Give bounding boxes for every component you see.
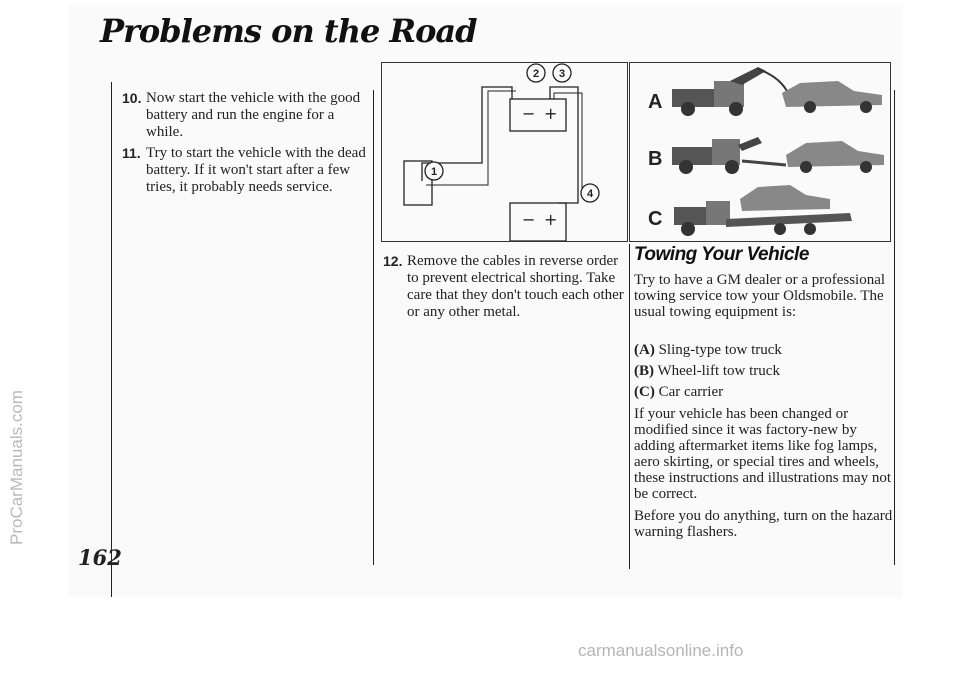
equipment-label: (A): [634, 342, 655, 358]
step-text: Try to start the vehicle with the dead battery. If it won't start after a few tries, it probably needs service.: [146, 145, 366, 195]
equipment-item-b: [634, 363, 780, 380]
step-10: [122, 90, 368, 141]
callout-2-label: 2: [532, 68, 540, 80]
step-number: 12.: [383, 253, 403, 269]
jumper-cable-diagram-svg: [382, 63, 627, 241]
callout-3: [553, 64, 571, 82]
towing-modification-text: If your vehicle has been changed or modified since it was factory-new by adding aftermarket items like fog lamps, aero skirting, or special tires and wheels, these instructions and illustrations may not be correct.: [634, 406, 892, 502]
dead-battery: [510, 203, 566, 241]
callout-4: [581, 184, 599, 202]
page-header: Problems on the Road: [100, 12, 477, 50]
column-divider-left: [373, 90, 374, 565]
dead-battery-positive-symbol: +: [544, 210, 558, 229]
column-divider-right: [629, 244, 630, 569]
step-text: Remove the cables in reverse order to prevent electrical shorting. Take care that they don't touch each other or any other metal.: [407, 253, 624, 320]
step-11: [122, 145, 368, 196]
callout-3-label: 3: [558, 68, 566, 80]
towing-illustration-svg: [630, 63, 890, 241]
towing-hazard-text: Before you do anything, turn on the hazard warning flashers.: [634, 508, 893, 540]
sling-tow-truck-illustration: [672, 67, 882, 116]
battery-jumper-diagram: [381, 62, 628, 242]
step-12: [383, 253, 625, 321]
equipment-text: Wheel-lift tow truck: [657, 363, 780, 379]
side-watermark: ProCarManuals.com: [7, 390, 26, 545]
page-number: 162: [78, 545, 122, 570]
wheel-lift-tow-truck-illustration: [672, 137, 884, 174]
towing-modification-note: [634, 406, 896, 508]
footer-watermark: carmanualsonline.info: [578, 641, 744, 660]
figure-label-b: B: [648, 148, 663, 170]
callout-1-label: 1: [430, 166, 438, 178]
left-margin-rule: [111, 82, 112, 597]
callout-2: [527, 64, 545, 82]
figure-label-c: C: [648, 208, 663, 230]
equipment-label: (C): [634, 384, 655, 400]
equipment-text: Car carrier: [658, 384, 724, 400]
towing-equipment-figure: [629, 62, 891, 242]
callout-1: [425, 162, 443, 180]
car-carrier-illustration: [674, 185, 852, 236]
towing-intro: [634, 272, 896, 326]
figure-label-a: A: [648, 91, 663, 113]
equipment-item-c: [634, 384, 723, 401]
equipment-item-a: [634, 342, 782, 359]
equipment-text: Sling-type tow truck: [658, 342, 782, 358]
step-number: 10.: [122, 90, 142, 106]
good-battery-positive-symbol: +: [544, 104, 558, 123]
step-text: Now start the vehicle with the good battery and run the engine for a while.: [146, 90, 361, 140]
callout-4-label: 4: [586, 188, 594, 200]
towing-hazard-note: [634, 508, 896, 546]
towing-intro-text: Try to have a GM dealer or a professional towing service tow your Oldsmobile. The usual towing equipment is:: [634, 272, 886, 320]
section-heading-towing: Towing Your Vehicle: [634, 244, 809, 265]
equipment-label: (B): [634, 363, 654, 379]
dead-battery-negative-symbol: −: [522, 210, 536, 229]
good-battery: [510, 99, 566, 131]
step-number: 11.: [122, 145, 141, 161]
good-battery-negative-symbol: −: [522, 104, 536, 123]
